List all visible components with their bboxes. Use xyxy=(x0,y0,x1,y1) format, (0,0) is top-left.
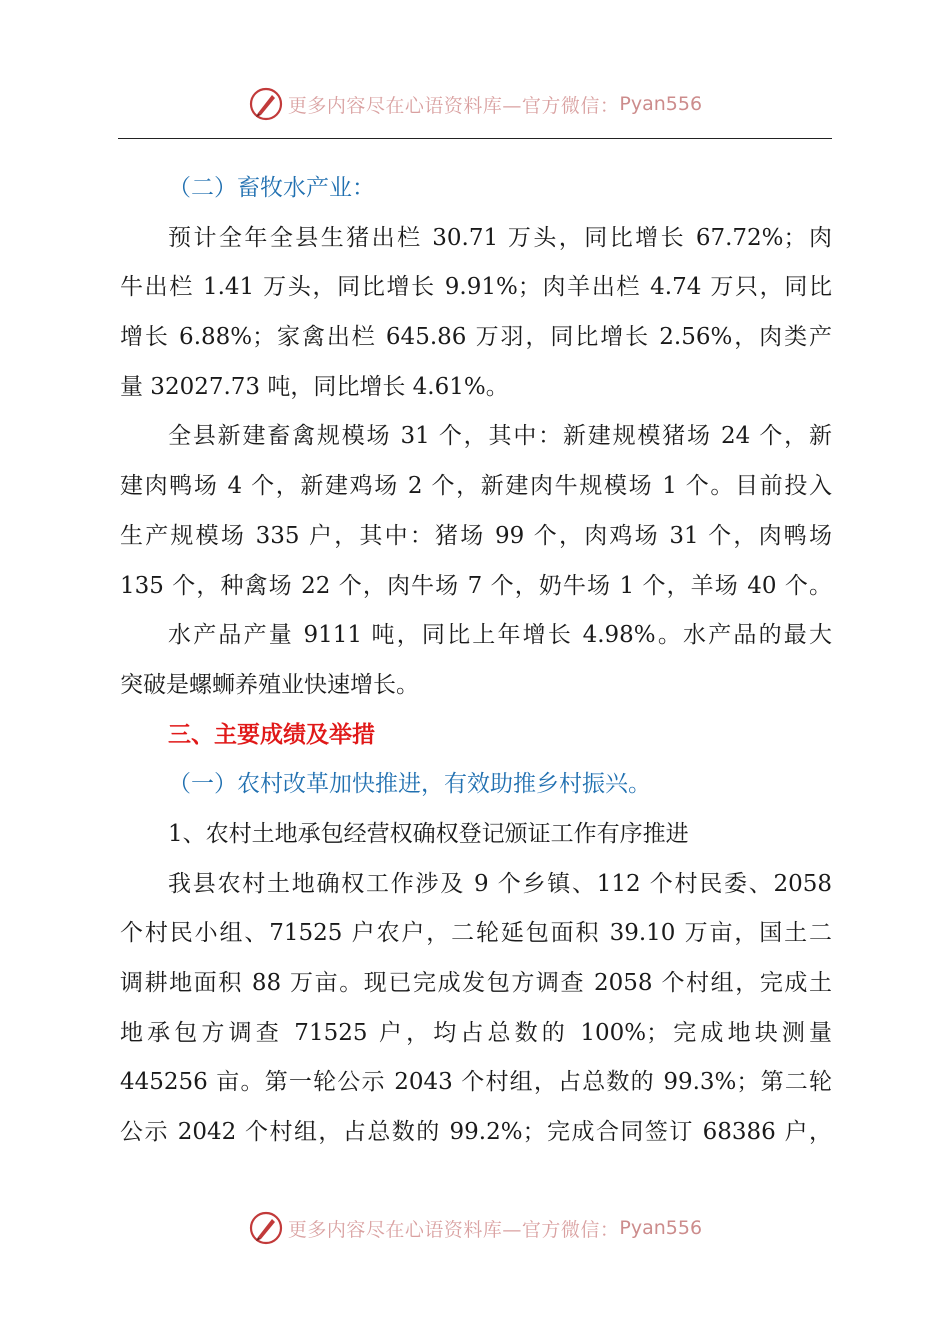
header-banner xyxy=(0,84,950,124)
subsection-heading: （二）畜牧水产业： xyxy=(168,175,375,201)
text-line: 445256 亩。第一轮公示 2043 个村组，占总数的 99.3%；第二轮 xyxy=(120,1069,832,1096)
pen-logo-icon xyxy=(248,86,284,122)
footer-banner xyxy=(0,1208,950,1248)
text-line: 个村民小组、71525 户农户，二轮延包面积 39.10 万亩，国土二 xyxy=(120,920,832,947)
text-line: 预计全年全县生猪出栏 30.71 万头，同比增长 67.72%；肉 xyxy=(168,224,832,251)
text-line: 突破是螺蛳养殖业快速增长。 xyxy=(120,671,419,698)
text-line: 调耕地面积 88 万亩。现已完成发包方调查 2058 个村组，完成土 xyxy=(120,970,832,996)
subsection-heading: （一）农村改革加快推进，有效助推乡村振兴。 xyxy=(168,771,651,798)
text-line: 增长 6.88%；家禽出栏 645.86 万羽，同比增长 2.56%，肉类产 xyxy=(120,324,832,351)
text-line: 量 32027.73 吨，同比增长 4.61%。 xyxy=(120,373,509,400)
text-line: 全县新建畜禽规模场 31 个，其中：新建规模猪场 24 个，新 xyxy=(168,423,832,450)
text-line: 水产品产量 9111 吨，同比上年增长 4.98%。水产品的最大 xyxy=(168,622,832,649)
text-line: 生产规模场 335 户，其中：猪场 99 个，肉鸡场 31 个，肉鸭场 xyxy=(120,522,832,549)
text-line: 我县农村土地确权工作涉及 9 个乡镇、112 个村民委、2058 xyxy=(168,870,832,897)
banner-text: 更多内容尽在心语资料库—官方微信： xyxy=(287,1218,620,1241)
section-heading: 三、主要成绩及举措 xyxy=(168,721,375,748)
banner-text: 更多内容尽在心语资料库—官方微信： xyxy=(287,94,620,117)
text-line: 135 个，种禽场 22 个，肉牛场 7 个，奶牛场 1 个，羊场 40 个。 xyxy=(120,572,832,599)
text-line: 牛出栏 1.41 万头，同比增长 9.91%；肉羊出栏 4.74 万只，同比 xyxy=(120,274,832,301)
text-line: 1、农村土地承包经营权确权登记颁证工作有序推进 xyxy=(168,820,689,847)
document-body xyxy=(120,164,832,1158)
header-divider xyxy=(118,138,832,139)
text-line: 建肉鸭场 4 个，新建鸡场 2 个，新建肉牛规模场 1 个。目前投入 xyxy=(120,473,832,500)
text-line: 公示 2042 个村组，占总数的 99.2%；完成合同签订 68386 户， xyxy=(120,1119,832,1146)
banner-wechat-id: Pyan556 xyxy=(619,93,703,115)
pen-logo-icon xyxy=(248,1210,284,1246)
text-line: 地承包方调查 71525 户，均占总数的 100%；完成地块测量 xyxy=(120,1019,832,1046)
banner-wechat-id: Pyan556 xyxy=(619,1217,703,1239)
